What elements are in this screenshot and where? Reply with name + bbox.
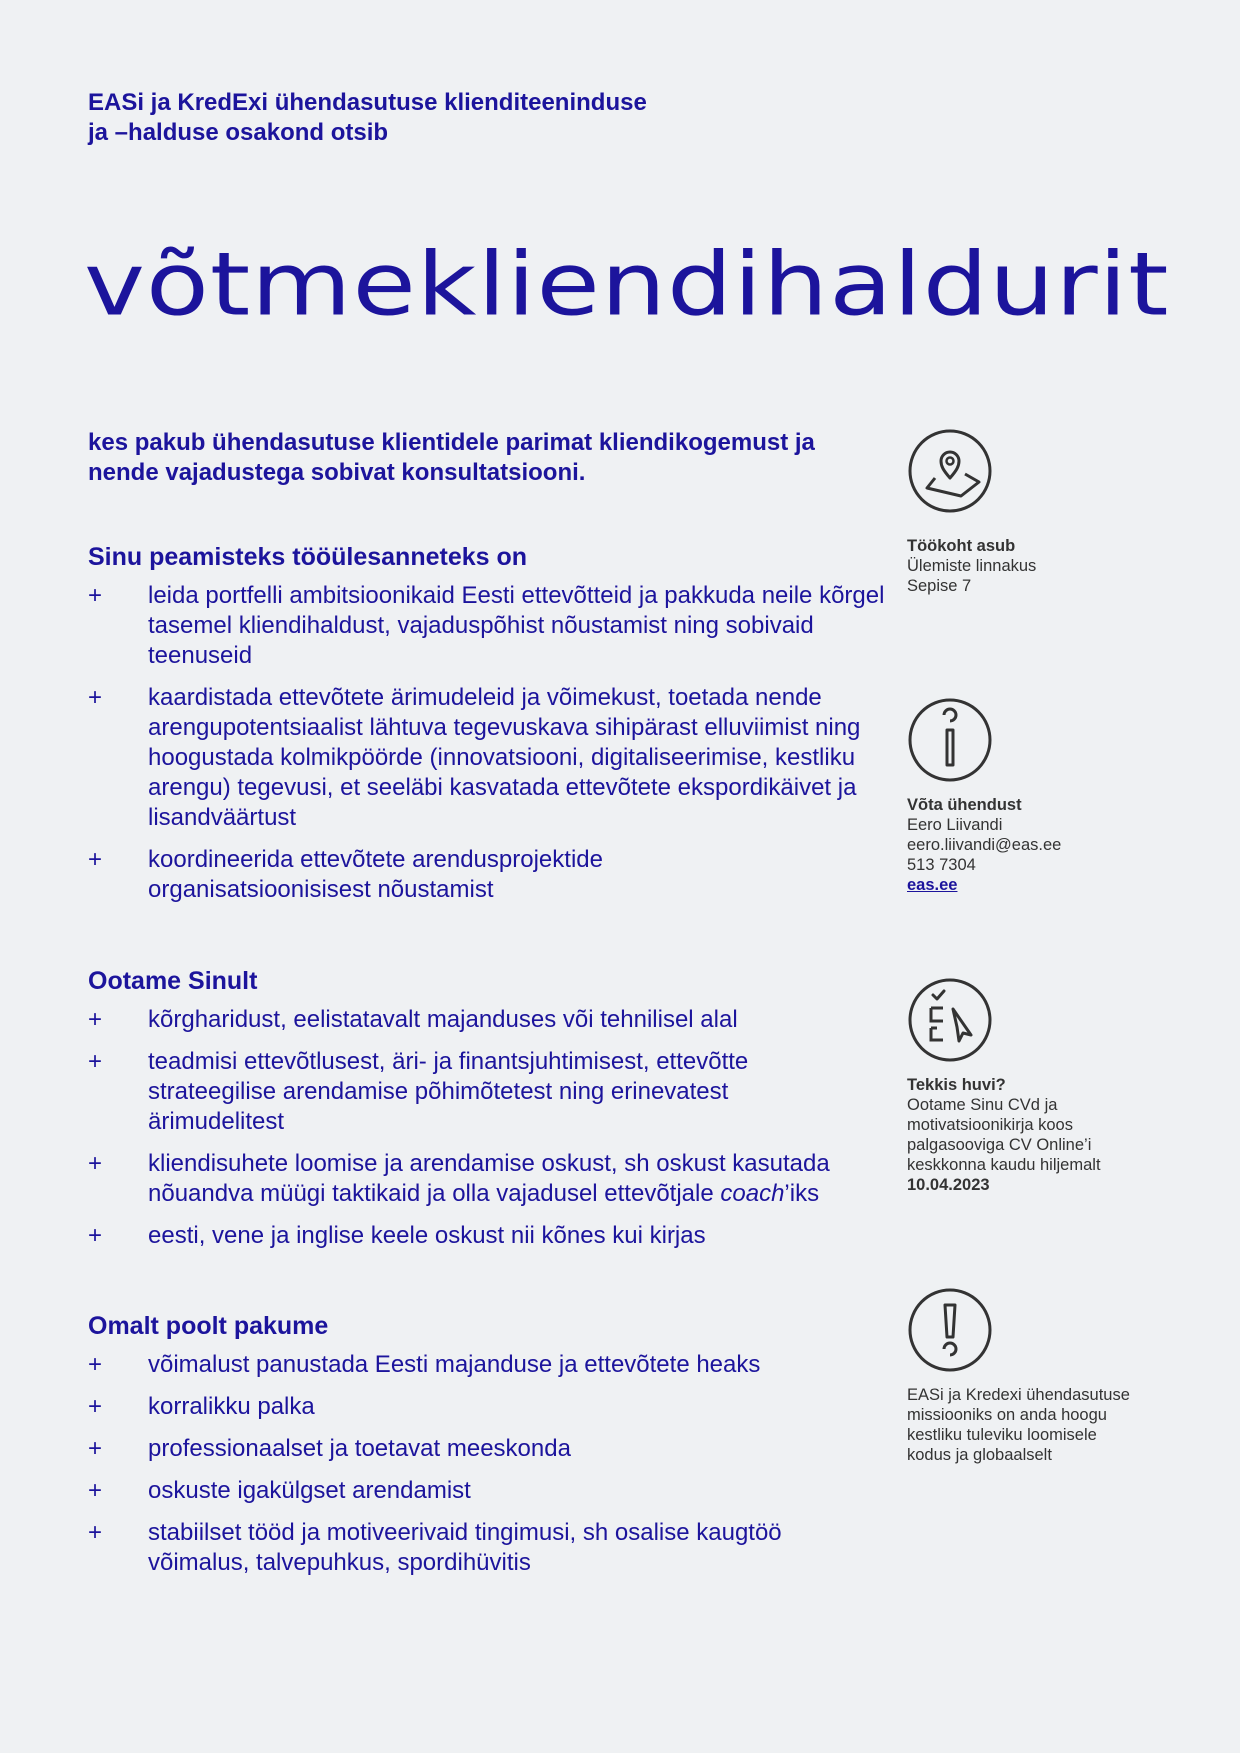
coach-suffix: ’iks (784, 1180, 820, 1207)
mission-line-1: EASi ja Kredexi ühendasutuse (907, 1386, 1130, 1404)
list-item-text: võimalust panustada Eesti majanduse ja ettevõtete heaks (148, 1351, 761, 1378)
website-link[interactable]: eas.ee (907, 876, 958, 894)
list-item (88, 1005, 888, 1035)
location-label: Töökoht asub (907, 537, 1016, 555)
plus-bullet: + (88, 1519, 103, 1546)
apply-line-4: keskkonna kaudu hiljemalt (907, 1156, 1101, 1174)
plus-bullet: + (88, 1351, 103, 1378)
section-offer (88, 1310, 888, 1590)
list-item-text: teadmisi ettevõtlusest, äri- ja finantsjuhtimisest, ettevõtte strateegilise arendamise põhimõtetest ning erinevatest ärimudelitest (148, 1048, 749, 1135)
list-item-text-main: kliendisuhete loomise ja arendamise oskust, sh oskust kasutada nõuandva müügi taktikaid ja olla vajadusel ettevõtjale (148, 1150, 830, 1207)
checklist-cursor-icon (907, 977, 993, 1063)
plus-bullet: + (88, 1006, 103, 1033)
list-item (88, 1221, 888, 1251)
coach-word: coach (720, 1180, 785, 1207)
org-line-1: EASi ja KredExi ühendasutuse klienditeeninduse (88, 89, 647, 116)
plus-bullet: + (88, 846, 103, 873)
exclamation-icon (907, 1287, 993, 1373)
section-tasks (88, 541, 888, 917)
list-item (88, 581, 888, 671)
list-item-text: korralikku palka (148, 1393, 315, 1420)
location-line-1: Ülemiste linnakus (907, 557, 1037, 575)
list-item (88, 683, 888, 833)
job-title-text: võtmekliendihaldurit (84, 234, 1170, 336)
list-item (88, 1350, 888, 1380)
plus-bullet: + (88, 582, 103, 609)
list-item (88, 1476, 888, 1506)
job-title (84, 220, 1240, 350)
mission-line-3: kestliku tuleviku loomisele (907, 1426, 1097, 1444)
list-item (88, 845, 888, 905)
organization-header (88, 88, 728, 148)
list-item (88, 1434, 888, 1464)
mission-line-4: kodus ja globaalselt (907, 1446, 1052, 1464)
sidebar-mission (907, 1287, 1167, 1465)
list-item-text: oskuste igakülgset arendamist (148, 1477, 471, 1504)
sidebar-contact (907, 697, 1167, 895)
org-line-2: ja –halduse osakond otsib (88, 119, 389, 146)
list-item (88, 1392, 888, 1422)
section-heading: Ootame Sinult (88, 967, 258, 995)
list-item-text: koordineerida ettevõtete arendusprojektide organisatsioonisisest nõustamist (148, 846, 603, 903)
location-pin-map-icon (907, 428, 993, 514)
plus-bullet: + (88, 1048, 103, 1075)
mission-line-2: missiooniks on anda hoogu (907, 1406, 1107, 1424)
plus-bullet: + (88, 684, 103, 711)
apply-line-1: Ootame Sinu CVd ja (907, 1096, 1058, 1114)
contact-label: Võta ühendust (907, 796, 1022, 814)
plus-bullet: + (88, 1150, 103, 1177)
list-item-text: kaardistada ettevõtete ärimudeleid ja võimekust, toetada nende arengupotentsiaalist lähtuva tegevuskava sihipärast elluviimist ning hoogustada kolmikpöörde (innovatsiooni, digitaliseerimise, kestliku arengu) tegevusi, et seeläbi kasvatada ettevõtete ekspordikäivet ja lisandväärtust (148, 684, 861, 831)
plus-bullet: + (88, 1393, 103, 1420)
list-item-text (148, 1149, 888, 1209)
contact-name: Eero Liivandi (907, 816, 1003, 834)
plus-bullet: + (88, 1222, 103, 1249)
list-item (88, 1149, 888, 1209)
list-item-text: leida portfelli ambitsioonikaid Eesti ettevõtteid ja pakkuda neile kõrgel tasemel kliendihaldust, vajaduspõhist nõustamist ning sobivaid teenuseid (148, 582, 885, 669)
plus-bullet: + (88, 1435, 103, 1462)
apply-line-3: palgasooviga CV Online’i (907, 1136, 1092, 1154)
contact-email[interactable]: eero.liivandi@eas.ee (907, 836, 1062, 854)
list-item (88, 1518, 888, 1578)
contact-phone[interactable]: 513 7304 (907, 856, 976, 874)
list-item-text: kõrgharidust, eelistatavalt majanduses või tehnilisel alal (148, 1006, 738, 1033)
plus-bullet: + (88, 1477, 103, 1504)
intro-line-2: nende vajadustega sobivat konsultatsiooni. (88, 459, 586, 486)
intro-line-1: kes pakub ühendasutuse klientidele parimat kliendikogemust ja (88, 429, 815, 456)
apply-label: Tekkis huvi? (907, 1076, 1006, 1094)
location-line-2: Sepise 7 (907, 577, 972, 595)
section-requirements (88, 965, 888, 1263)
section-heading: Sinu peamisteks tööülesanneteks on (88, 543, 528, 571)
info-icon (907, 697, 993, 783)
sidebar-apply (907, 977, 1167, 1195)
sidebar-location (907, 428, 1167, 596)
list-item-text: eesti, vene ja inglise keele oskust nii kõnes kui kirjas (148, 1222, 706, 1249)
list-item-text: stabiilset tööd ja motiveerivaid tingimusi, sh osalise kaugtöö võimalus, talvepuhkus, spordihüvitis (148, 1519, 782, 1576)
apply-line-2: motivatsioonikirja koos (907, 1116, 1073, 1134)
apply-deadline: 10.04.2023 (907, 1176, 990, 1194)
intro-text (88, 428, 888, 488)
section-heading: Omalt poolt pakume (88, 1312, 329, 1340)
list-item-text: professionaalset ja toetavat meeskonda (148, 1435, 571, 1462)
list-item (88, 1047, 888, 1137)
